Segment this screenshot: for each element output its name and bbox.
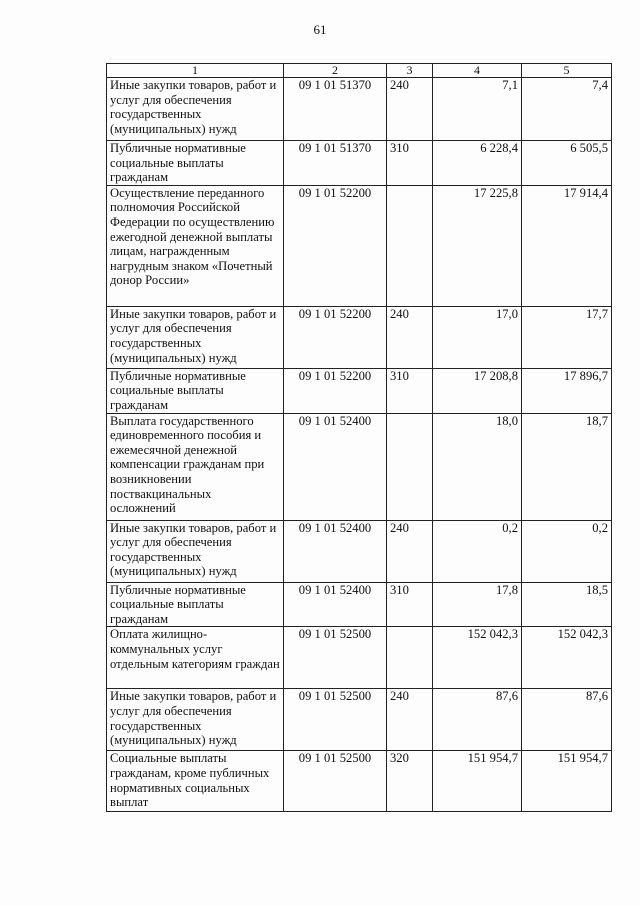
row-expense-type-cell: 240 [387,306,433,368]
row-name-cell: Публичные нормативные социальные выплаты гражданам [107,582,284,627]
row-code-cell: 09 1 01 52400 [284,582,387,627]
row-expense-type-cell: 240 [387,520,433,582]
row-code-cell: 09 1 01 52400 [284,520,387,582]
column-header: 1 [107,64,284,78]
row-value-year2-cell: 151 954,7 [522,751,612,812]
row-code-cell: 09 1 01 52400 [284,413,387,520]
row-value-year2-cell: 0,2 [522,520,612,582]
row-value-year1-cell: 6 228,4 [433,141,522,186]
row-code-cell: 09 1 01 52500 [284,751,387,812]
table-row [107,689,612,751]
row-value-year1-cell: 18,0 [433,413,522,520]
row-name-cell: Иные закупки товаров, работ и услуг для обеспечения государственных (муниципальных) нужд [107,306,284,368]
row-code-cell: 09 1 01 52500 [284,689,387,751]
row-name-cell: Иные закупки товаров, работ и услуг для обеспечения государственных (муниципальных) нужд [107,78,284,141]
table-row [107,78,612,141]
row-name-cell: Иные закупки товаров, работ и услуг для обеспечения государственных (муниципальных) нужд [107,520,284,582]
table-row [107,141,612,186]
row-name-cell: Выплата государственного единовременного пособия и ежемесячной денежной компенсации гражданам при возникновении поствакцинальных осложнений [107,413,284,520]
row-value-year2-cell: 18,7 [522,413,612,520]
row-value-year1-cell: 151 954,7 [433,751,522,812]
table-row [107,627,612,689]
table-row [107,751,612,812]
row-code-cell: 09 1 01 51370 [284,141,387,186]
row-expense-type-cell: 310 [387,141,433,186]
row-value-year2-cell: 152 042,3 [522,627,612,689]
column-header: 3 [387,64,433,78]
row-value-year1-cell: 17 208,8 [433,368,522,413]
column-header: 2 [284,64,387,78]
row-name-cell: Социальные выплаты гражданам, кроме публичных нормативных социальных выплат [107,751,284,812]
table-row [107,582,612,627]
row-expense-type-cell [387,185,433,306]
row-expense-type-cell: 310 [387,582,433,627]
header-row [107,64,612,78]
row-value-year1-cell: 87,6 [433,689,522,751]
row-value-year2-cell: 18,5 [522,582,612,627]
row-name-cell: Публичные нормативные социальные выплаты гражданам [107,141,284,186]
row-name-cell: Осуществление переданного полномочия Российской Федерации по осуществлению ежегодной денежной выплаты лицам, награжденным нагрудным знаком «Почетный донор России» [107,185,284,306]
row-value-year2-cell: 87,6 [522,689,612,751]
row-expense-type-cell: 320 [387,751,433,812]
table-row [107,368,612,413]
row-expense-type-cell [387,627,433,689]
row-value-year2-cell: 17,7 [522,306,612,368]
budget-table [106,63,612,812]
row-value-year1-cell: 0,2 [433,520,522,582]
page-number: 61 [313,22,327,37]
row-code-cell: 09 1 01 52200 [284,185,387,306]
table-row [107,520,612,582]
column-header: 4 [433,64,522,78]
row-value-year1-cell: 152 042,3 [433,627,522,689]
row-expense-type-cell [387,413,433,520]
row-value-year1-cell: 17 225,8 [433,185,522,306]
row-name-cell: Оплата жилищно-коммунальных услуг отдельным категориям граждан [107,627,284,689]
row-code-cell: 09 1 01 52200 [284,368,387,413]
row-value-year2-cell: 6 505,5 [522,141,612,186]
column-header: 5 [522,64,612,78]
row-value-year2-cell: 17 914,4 [522,185,612,306]
row-value-year2-cell: 7,4 [522,78,612,141]
row-code-cell: 09 1 01 52500 [284,627,387,689]
row-code-cell: 09 1 01 51370 [284,78,387,141]
row-name-cell: Иные закупки товаров, работ и услуг для обеспечения государственных (муниципальных) нужд [107,689,284,751]
row-expense-type-cell: 240 [387,78,433,141]
table-row [107,185,612,306]
table-row [107,306,612,368]
row-value-year1-cell: 17,0 [433,306,522,368]
row-expense-type-cell: 240 [387,689,433,751]
row-code-cell: 09 1 01 52200 [284,306,387,368]
table-row [107,413,612,520]
row-value-year1-cell: 7,1 [433,78,522,141]
row-name-cell: Публичные нормативные социальные выплаты гражданам [107,368,284,413]
row-value-year2-cell: 17 896,7 [522,368,612,413]
row-expense-type-cell: 310 [387,368,433,413]
row-value-year1-cell: 17,8 [433,582,522,627]
